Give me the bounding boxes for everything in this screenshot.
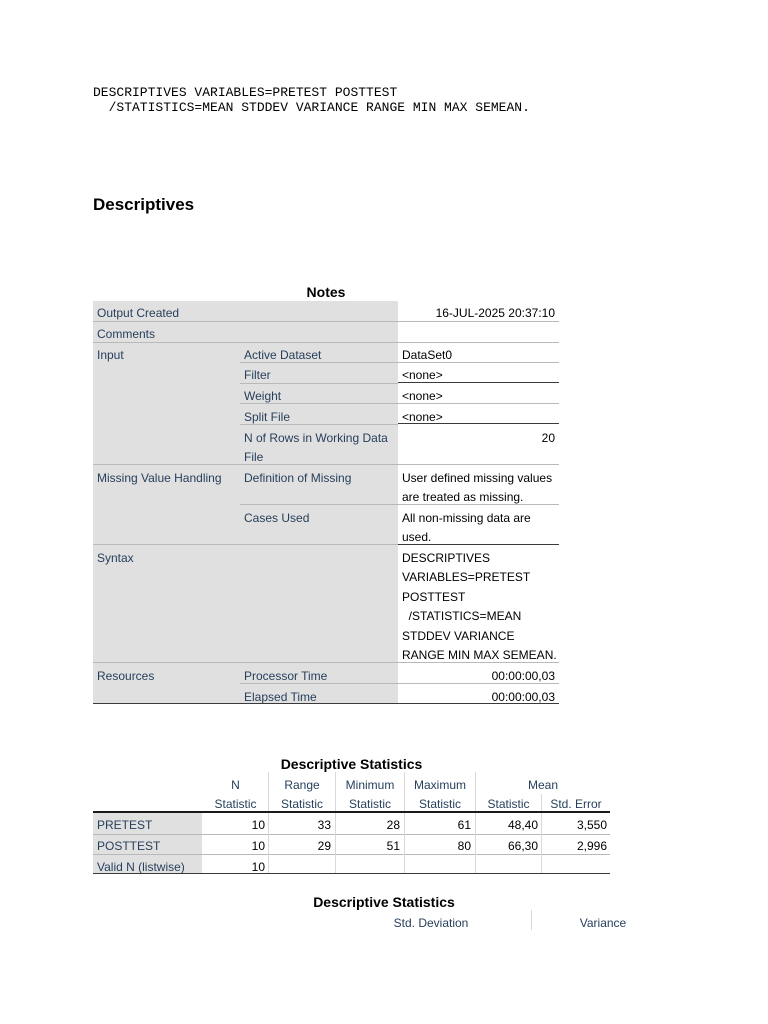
cell-n: 10 [251, 839, 265, 853]
cell-minimum: 28 [386, 818, 400, 832]
desc2-title: Descriptive Statistics [313, 894, 455, 910]
subheader-statistic: Statistic [280, 797, 323, 811]
notes-missing-label: Missing Value Handling [97, 471, 222, 485]
cell-minimum: 51 [386, 839, 400, 853]
cell-range: 29 [317, 839, 331, 853]
row-label: POSTTEST [97, 839, 161, 853]
separator [240, 362, 398, 363]
separator [93, 544, 398, 545]
separator [93, 662, 398, 663]
desc-title: Descriptive Statistics [280, 756, 423, 772]
col-header-std-deviation: Std. Deviation [393, 916, 469, 930]
separator [398, 382, 559, 383]
col-header-mean: Mean [527, 778, 559, 792]
notes-output-created-value: 16-JUL-2025 20:37:10 [435, 306, 555, 320]
subheader-statistic: Statistic [214, 797, 257, 811]
cell-mean: 66,30 [507, 839, 538, 853]
notes-syntax-line: STDDEV VARIANCE [402, 629, 515, 643]
separator [398, 662, 559, 663]
cell-std-error: 2,996 [576, 839, 607, 853]
row-label: Valid N (listwise) [97, 860, 185, 874]
notes-definition-missing-value-1: User defined missing values [402, 471, 553, 485]
notes-elapsed-time-label: Elapsed Time [244, 690, 317, 704]
separator [398, 342, 559, 343]
notes-n-rows-label-1: N of Rows in Working Data [244, 431, 388, 445]
notes-syntax-line: DESCRIPTIVES [402, 551, 491, 565]
separator [240, 403, 398, 404]
notes-filter-label: Filter [244, 368, 271, 382]
notes-processor-time-label: Processor Time [244, 669, 328, 683]
subheader-statistic: Statistic [487, 797, 530, 811]
notes-cases-used-value-2: used. [402, 530, 432, 544]
separator [398, 464, 559, 465]
notes-filter-value: <none> [402, 368, 443, 382]
notes-syntax-line: RANGE MIN MAX SEMEAN. [402, 648, 557, 662]
notes-split-file-value: <none> [402, 410, 443, 424]
col-header-variance: Variance [579, 916, 627, 930]
syntax-line-1: DESCRIPTIVES VARIABLES=PRETEST POSTTEST [93, 85, 398, 100]
cell-mean: 48,40 [507, 818, 538, 832]
notes-comments-label: Comments [97, 327, 156, 341]
notes-weight-value: <none> [402, 389, 443, 403]
separator [240, 504, 398, 505]
separator [93, 834, 610, 835]
col-header-n: N [231, 778, 240, 792]
subheader-std-error: Std. Error [550, 797, 602, 811]
notes-definition-missing-label: Definition of Missing [244, 471, 352, 485]
separator [240, 424, 398, 425]
separator [398, 362, 559, 363]
separator [93, 342, 398, 343]
separator [398, 683, 559, 684]
separator [93, 464, 398, 465]
separator [93, 321, 398, 322]
separator [240, 683, 398, 684]
col-header-maximum: Maximum [413, 778, 466, 792]
separator [398, 544, 559, 545]
notes-resources-label: Resources [97, 669, 155, 683]
notes-output-created-label: Output Created [97, 306, 180, 320]
separator [398, 403, 559, 404]
notes-syntax-line: /STATISTICS=MEAN [402, 609, 522, 623]
notes-input-label: Input [97, 348, 124, 362]
subheader-statistic: Statistic [348, 797, 391, 811]
row-label: PRETEST [97, 818, 153, 832]
notes-split-file-label: Split File [244, 410, 291, 424]
separator [398, 321, 559, 322]
syntax-line-2: /STATISTICS=MEAN STDDEV VARIANCE RANGE MIN MAX SEMEAN. [93, 99, 530, 115]
cell-n: 10 [251, 860, 265, 874]
separator [240, 383, 398, 384]
cell-maximum: 80 [457, 839, 471, 853]
notes-cases-used-value-1: All non-missing data are [402, 511, 531, 525]
notes-syntax-label: Syntax [97, 551, 134, 565]
subheader-statistic: Statistic [418, 797, 461, 811]
notes-title: Notes [306, 284, 346, 300]
notes-syntax-line: POSTTEST [402, 590, 466, 604]
notes-cases-used-label: Cases Used [244, 511, 310, 525]
col-header-range: Range [284, 778, 320, 792]
cell-range: 33 [317, 818, 331, 832]
col-header-minimum: Minimum [345, 778, 395, 792]
notes-n-rows-value: 20 [541, 431, 555, 445]
notes-elapsed-time-value: 00:00:00,03 [491, 690, 555, 704]
notes-active-dataset-label: Active Dataset [244, 348, 322, 362]
notes-processor-time-value: 00:00:00,03 [491, 669, 555, 683]
notes-weight-label: Weight [244, 389, 282, 403]
separator [531, 910, 532, 930]
separator [398, 504, 559, 505]
notes-definition-missing-value-2: are treated as missing. [402, 490, 524, 504]
cell-maximum: 61 [457, 818, 471, 832]
separator [93, 854, 610, 855]
notes-active-dataset-value: DataSet0 [402, 348, 453, 362]
cell-n: 10 [251, 818, 265, 832]
notes-n-rows-label-2: File [244, 450, 264, 464]
syntax-block [93, 86, 530, 115]
cell-std-error: 3,550 [576, 818, 607, 832]
section-heading: Descriptives [93, 195, 195, 214]
notes-syntax-line: VARIABLES=PRETEST [402, 570, 531, 584]
